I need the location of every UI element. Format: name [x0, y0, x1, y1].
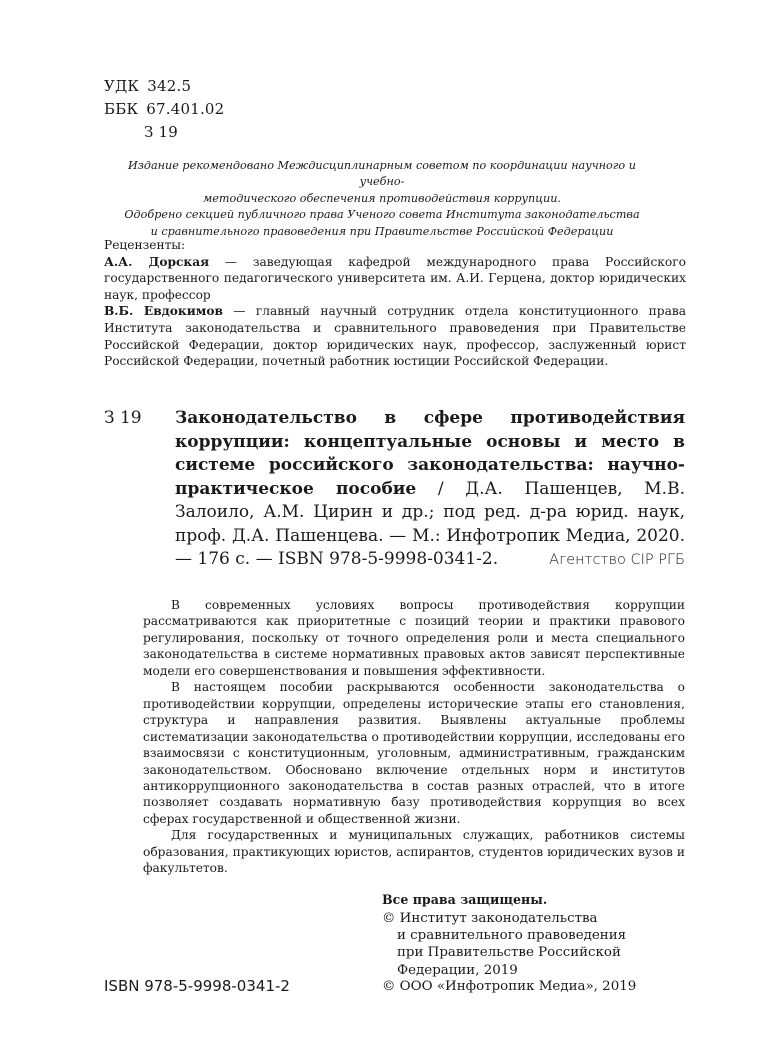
copyright-line: © Институт законодательства: [382, 911, 598, 926]
isbn: ISBN 978-5-9998-0341-2: [104, 977, 290, 995]
book-details: / Д.А. Пашенцев, М.В. Залоило, А.М. Цирин и др.; под ред. д-ра юрид. наук, проф. Д.А. Пашенцева. — М.: Инфотропик Медиа, 2020. — 176 с. — ISBN 978-5-9998-0341-2.: [175, 478, 685, 569]
book-title: Законодательство в сфере противодействия коррупции: концептуальные основы и место в системе российского законодательства: научно-практическое пособие: [175, 408, 685, 499]
reviewer-description: — заведующая кафедрой международного права Российского государственного педагогического университета им. А.И. Герцена, доктор юридических наук, профессор: [104, 254, 686, 302]
reviewer-entry: [104, 254, 686, 304]
recommendation-line: Одобрено секцией публичного права Ученого совета Института законодательства: [124, 208, 640, 222]
udk-label: УДК: [104, 77, 140, 95]
abstract: [143, 597, 685, 877]
copyright-line: при Правительстве Российской: [397, 945, 621, 961]
recommendation-note: [112, 158, 652, 240]
copyright-publisher: © ООО «Инфотропик Медиа», 2019: [382, 979, 637, 994]
abstract-paragraph: В современных условиях вопросы противодействия коррупции рассматриваются как приоритетные с позиций теории и практики правового регулирования, поскольку от точного определения роли и места специального законодательства в системе нормативных правовых актов зависят перспективные модели его совершенствования и повышения эффективности.: [143, 598, 685, 678]
reviewer-description: — главный научный сотрудник отдела конституционного права Института законодательства и сравнительного правоведения при Правительстве Российской Федерации, доктор юридических наук, профессор, заслуженный юрист Российской Федерации, почетный работник юстиции Российской Федерации.: [104, 304, 686, 369]
recommendation-line: и сравнительного правоведения при Правительстве Российской Федерации: [150, 224, 614, 238]
reviewers-section: [104, 237, 686, 370]
bibliographic-record: [175, 407, 685, 572]
recommendation-line: Издание рекомендовано Междисциплинарным советом по координации научного и учебно-: [128, 159, 636, 189]
recommendation-line: методического обеспечения противодействия коррупции.: [203, 191, 561, 205]
reviewer-entry: [104, 303, 686, 369]
udk-row: [104, 75, 224, 98]
bbk-row: [104, 98, 224, 121]
reviewer-name: А.А. Дорская: [104, 254, 210, 269]
bbk-label: ББК: [104, 100, 139, 118]
cip-agency: Агентство CIP РГБ: [549, 552, 685, 568]
abstract-paragraph: Для государственных и муниципальных служащих, работников системы образования, практикующих юристов, аспирантов, студентов юридических вузов и факультетов.: [143, 828, 685, 876]
rights-reserved: Все права защищены.: [382, 892, 548, 907]
bibliography-code: З 19: [104, 408, 142, 428]
author-mark-row: [104, 121, 224, 144]
udk-value: 342.5: [147, 77, 192, 95]
copyright-institute: [382, 910, 626, 979]
copyright-line: Федерации, 2019: [397, 962, 518, 978]
reviewer-name: В.Б. Евдокимов: [104, 304, 223, 319]
bbk-value: 67.401.02: [146, 100, 225, 118]
copyright-line: и сравнительного правоведения: [397, 928, 627, 944]
abstract-paragraph: В настоящем пособии раскрываются особенности законодательства о противодействии коррупции, определены исторические этапы его становления, структура и направления развития. Выявлены актуальные проблемы систематизации законодательства о противодействии коррупции, исследованы его взаимосвязи с конституционным, уголовным, административным, гражданским законодательством. Обосновано включение отдельных норм и институтов антикоррупционного законодательства в состав разных отраслей, что в итоге позволяет создавать нормативную базу противодействия коррупция во всех сферах государственной и общественной жизни.: [143, 680, 685, 826]
author-mark: З 19: [144, 123, 179, 141]
reviewers-heading: Рецензенты:: [104, 238, 186, 252]
classification-codes: [104, 75, 224, 144]
